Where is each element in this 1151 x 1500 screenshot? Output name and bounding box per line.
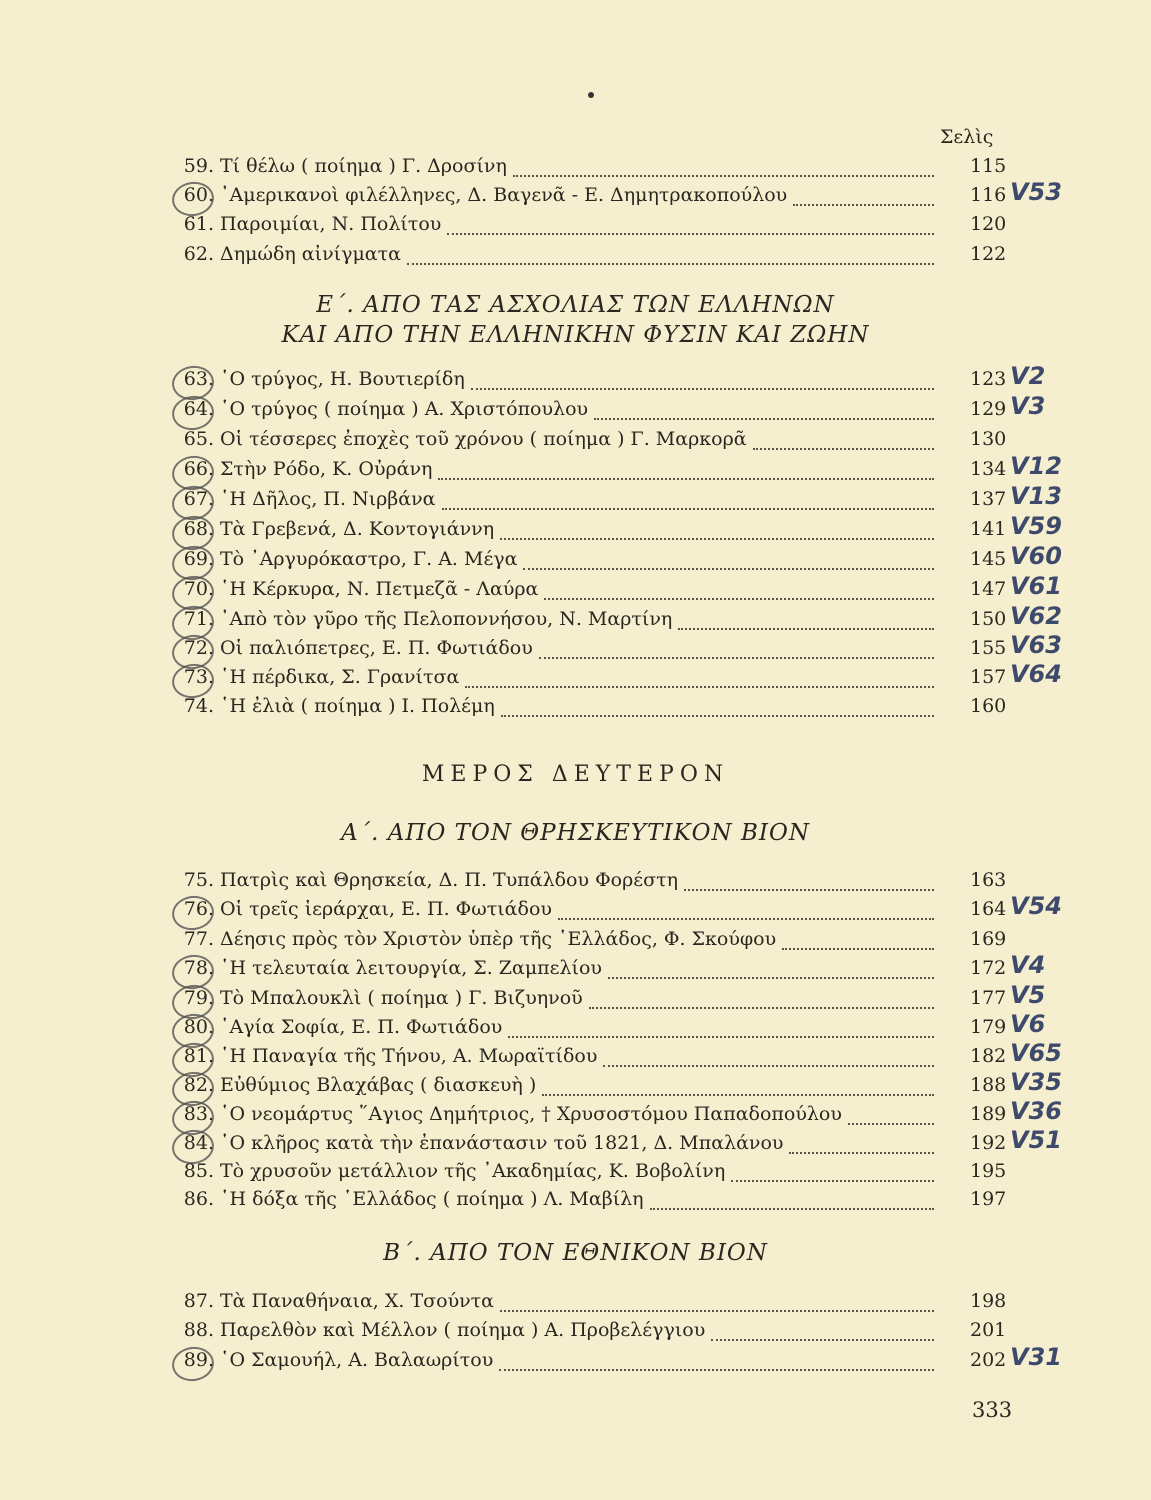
entry-title: ῾Η πέρδικα, Σ. Γρανίτσα xyxy=(220,666,460,688)
toc-entry xyxy=(170,1132,940,1160)
entry-page: 129 xyxy=(970,398,1007,420)
leader-dots xyxy=(650,1207,934,1210)
toc-entry xyxy=(170,1319,940,1347)
entry-number: 83. xyxy=(183,1103,214,1125)
entry-title: ῾Ο τρύγος, Η. Βουτιερίδη xyxy=(220,368,465,390)
handwritten-note: V62 xyxy=(1010,602,1062,630)
entry-number: 71. xyxy=(183,608,214,630)
entry-title: Πατρὶς καὶ Θρησκεία, Δ. Π. Τυπάλδου Φορέστη xyxy=(220,869,678,891)
entry-number: 88. xyxy=(183,1319,214,1341)
entry-page: 201 xyxy=(970,1319,1007,1341)
leader-dots xyxy=(793,203,934,206)
leader-dots xyxy=(539,656,934,659)
toc-entry xyxy=(170,578,940,606)
entry-page: 179 xyxy=(970,1016,1007,1038)
toc-entry xyxy=(170,666,940,694)
entry-number: 70. xyxy=(183,578,214,600)
entry-title: Τὸ ᾿Αργυρόκαστρο, Γ. Α. Μέγα xyxy=(220,548,518,570)
entry-number: 73. xyxy=(183,666,214,688)
toc-entry xyxy=(170,957,940,985)
entry-title: ᾿Αμερικανοὶ φιλέλληνες, Δ. Βαγενᾶ - Ε. Δημητρακοπούλου xyxy=(220,184,788,206)
entry-title: Οἱ τέσσερες ἐποχὲς τοῦ χρόνου ( ποίημα ) Γ. Μαρκορᾶ xyxy=(220,428,747,450)
handwritten-note: V13 xyxy=(1010,482,1062,510)
entry-page: 116 xyxy=(970,184,1007,206)
handwritten-note: V36 xyxy=(1010,1097,1062,1125)
entry-page: 155 xyxy=(970,637,1007,659)
entry-page: 134 xyxy=(970,458,1007,480)
entry-page: 120 xyxy=(970,213,1007,235)
handwritten-note: V60 xyxy=(1010,542,1062,570)
handwritten-note: V4 xyxy=(1010,951,1046,979)
leader-dots xyxy=(500,537,934,540)
toc-entry xyxy=(170,1188,940,1216)
entry-title: ῾Ο Σαμουήλ, Α. Βαλαωρίτου xyxy=(220,1349,494,1371)
entry-number: 77. xyxy=(183,928,214,950)
entry-number: 89. xyxy=(183,1349,214,1371)
handwritten-note: V61 xyxy=(1010,572,1062,600)
entry-title: Δημώδη αἰνίγματα xyxy=(220,243,401,265)
entry-title: Οἱ παλιόπετρες, Ε. Π. Φωτιάδου xyxy=(220,637,533,659)
toc-entry xyxy=(170,368,940,396)
leader-dots xyxy=(558,917,934,920)
handwritten-note: V12 xyxy=(1010,452,1062,480)
entry-page: 195 xyxy=(970,1160,1007,1182)
leader-dots xyxy=(508,1035,934,1038)
part-two-heading: ΜΕΡΟΣ ΔΕΥΤΕΡΟΝ xyxy=(421,762,730,787)
entry-page: 130 xyxy=(970,428,1007,450)
leader-dots xyxy=(608,976,934,979)
entry-title: Τὸ Μπαλουκλὶ ( ποίημα ) Γ. Βιζυηνοῦ xyxy=(220,987,583,1009)
entry-title: ῾Ο τρύγος ( ποίημα ) Α. Χριστόπουλου xyxy=(220,398,589,420)
entry-title: ῾Η δόξα τῆς ῾Ελλάδος ( ποίημα ) Λ. Μαβίλη xyxy=(220,1188,644,1210)
entry-page: 192 xyxy=(970,1132,1007,1154)
leader-dots xyxy=(782,947,934,950)
entry-page: 157 xyxy=(970,666,1007,688)
leader-dots xyxy=(501,714,934,717)
entry-page: 150 xyxy=(970,608,1007,630)
toc-entry xyxy=(170,458,940,486)
toc-entry xyxy=(170,184,940,212)
entry-number: 65. xyxy=(183,428,214,450)
leader-dots xyxy=(848,1122,934,1125)
toc-entry xyxy=(170,1103,940,1131)
handwritten-note: V6 xyxy=(1010,1010,1046,1038)
toc-entry xyxy=(170,1160,940,1188)
entry-page: 177 xyxy=(970,987,1007,1009)
entry-number: 85. xyxy=(183,1160,214,1182)
entry-title: ᾿Απὸ τὸν γῦρο τῆς Πελοποννήσου, Ν. Μαρτίνη xyxy=(220,608,673,630)
entry-number: 62. xyxy=(183,243,214,265)
entry-title: ῾Η ἐλιὰ ( ποίημα ) Ι. Πολέμη xyxy=(220,695,495,717)
entry-number: 87. xyxy=(183,1290,214,1312)
leader-dots xyxy=(711,1338,934,1341)
leader-dots xyxy=(542,1093,934,1096)
entry-number: 64. xyxy=(183,398,214,420)
entry-title: Δέησις πρὸς τὸν Χριστὸν ὑπὲρ τῆς ῾Ελλάδος, Φ. Σκούφου xyxy=(220,928,777,950)
handwritten-note: V2 xyxy=(1010,362,1046,390)
entry-title: ῾Η Παναγία τῆς Τήνου, Α. Μωραϊτίδου xyxy=(220,1045,598,1067)
leader-dots xyxy=(513,174,934,177)
handwritten-note: V65 xyxy=(1010,1039,1062,1067)
leader-dots xyxy=(731,1179,934,1182)
leader-dots xyxy=(523,567,934,570)
toc-entry xyxy=(170,1074,940,1102)
entry-number: 68. xyxy=(183,518,214,540)
page-number: 333 xyxy=(972,1398,1013,1422)
leader-dots xyxy=(499,1368,934,1371)
handwritten-note: V3 xyxy=(1010,392,1046,420)
entry-page: 160 xyxy=(970,695,1007,717)
handwritten-note: V59 xyxy=(1010,512,1062,540)
toc-entry xyxy=(170,695,940,723)
entry-page: 147 xyxy=(970,578,1007,600)
leader-dots xyxy=(442,507,934,510)
entry-page: 182 xyxy=(970,1045,1007,1067)
handwritten-note: V64 xyxy=(1010,660,1062,688)
toc-entry xyxy=(170,518,940,546)
entry-page: 172 xyxy=(970,957,1007,979)
column-header-page: Σελὶς xyxy=(940,126,994,148)
entry-page: 123 xyxy=(970,368,1007,390)
handwritten-note: V54 xyxy=(1010,892,1062,920)
entry-page: 115 xyxy=(970,155,1007,177)
entry-title: Εὐθύμιος Βλαχάβας ( διασκευὴ ) xyxy=(220,1074,537,1096)
entry-number: 78. xyxy=(183,957,214,979)
entry-page: 137 xyxy=(970,488,1007,510)
leader-dots xyxy=(447,232,934,235)
leader-dots xyxy=(407,262,934,265)
entry-title: ῾Η Κέρκυρα, Ν. Πετμεζᾶ - Λαύρα xyxy=(220,578,539,600)
entry-page: 197 xyxy=(970,1188,1007,1210)
handwritten-note: V31 xyxy=(1010,1343,1062,1371)
leader-dots xyxy=(471,387,934,390)
entry-number: 81. xyxy=(183,1045,214,1067)
leader-dots xyxy=(678,627,934,630)
leader-dots xyxy=(789,1151,934,1154)
leader-dots xyxy=(589,1006,934,1009)
entry-number: 82. xyxy=(183,1074,214,1096)
toc-entry xyxy=(170,155,940,183)
handwritten-note: V35 xyxy=(1010,1068,1062,1096)
leader-dots xyxy=(544,597,934,600)
entry-number: 84. xyxy=(183,1132,214,1154)
entry-number: 66. xyxy=(183,458,214,480)
leader-dots xyxy=(500,1309,934,1312)
entry-title: Παροιμίαι, Ν. Πολίτου xyxy=(220,213,442,235)
entry-number: 63. xyxy=(183,368,214,390)
entry-page: 164 xyxy=(970,898,1007,920)
toc-entry xyxy=(170,428,940,456)
entry-number: 72. xyxy=(183,637,214,659)
toc-entry xyxy=(170,1290,940,1318)
entry-title: Τὰ Παναθήναια, Χ. Τσούντα xyxy=(220,1290,495,1312)
entry-title: Παρελθὸν καὶ Μέλλον ( ποίημα ) Α. Προβελέγγιου xyxy=(220,1319,706,1341)
toc-entry xyxy=(170,608,940,636)
toc-entry xyxy=(170,637,940,665)
handwritten-note: V51 xyxy=(1010,1126,1062,1154)
toc-entry xyxy=(170,987,940,1015)
entry-title: Οἱ τρεῖς ἱεράρχαι, Ε. Π. Φωτιάδου xyxy=(220,898,552,920)
ink-dot xyxy=(588,92,594,98)
entry-title: Τί θέλω ( ποίημα ) Γ. Δροσίνη xyxy=(220,155,507,177)
leader-dots xyxy=(684,888,934,891)
entry-title: ῾Ο νεομάρτυς ῞Αγιος Δημήτριος, † Χρυσοστόμου Παπαδοπούλου xyxy=(220,1103,842,1125)
entry-number: 67. xyxy=(183,488,214,510)
toc-entry xyxy=(170,1016,940,1044)
toc-entry xyxy=(170,213,940,241)
entry-title: ῾Ο κλῆρος κατὰ τὴν ἐπανάστασιν τοῦ 1821, Δ. Μπαλάνου xyxy=(220,1132,784,1154)
entry-page: 189 xyxy=(970,1103,1007,1125)
leader-dots xyxy=(465,685,934,688)
entry-title: ῾Η τελευταία λειτουργία, Σ. Ζαμπελίου xyxy=(220,957,602,979)
section-e-heading-line2: ΚΑΙ ΑΠΟ ΤΗΝ ΕΛΛΗΝΙΚΗΝ ΦΥΣΙΝ ΚΑΙ ΖΩΗΝ xyxy=(281,322,870,348)
toc-entry xyxy=(170,488,940,516)
toc-entry xyxy=(170,1349,940,1377)
entry-title: ῾Η Δῆλος, Π. Νιρβάνα xyxy=(220,488,436,510)
section-a-heading: Α΄. ΑΠΟ ΤΟΝ ΘΡΗΣΚΕΥΤΙΚΟΝ ΒΙΟΝ xyxy=(341,820,810,846)
entry-page: 122 xyxy=(970,243,1007,265)
toc-entry xyxy=(170,548,940,576)
entry-number: 80. xyxy=(183,1016,214,1038)
entry-title: Τὸ χρυσοῦν μετάλλιον τῆς ᾿Ακαδημίας, Κ. Βοβολίνη xyxy=(220,1160,726,1182)
toc-entry xyxy=(170,928,940,956)
section-b-heading: Β΄. ΑΠΟ ΤΟΝ ΕΘΝΙΚΟΝ ΒΙΟΝ xyxy=(383,1240,768,1266)
toc-entry xyxy=(170,1045,940,1073)
entry-page: 169 xyxy=(970,928,1007,950)
entry-number: 86. xyxy=(183,1188,214,1210)
entry-page: 202 xyxy=(970,1349,1007,1371)
entry-title: Στὴν Ρόδο, Κ. Οὐράνη xyxy=(220,458,433,480)
entry-number: 74. xyxy=(183,695,214,717)
section-e-heading-line1: Ε΄. ΑΠΟ ΤΑΣ ΑΣΧΟΛΙΑΣ ΤΩΝ ΕΛΛΗΝΩΝ xyxy=(316,292,835,318)
entry-number: 60. xyxy=(183,184,214,206)
toc-entry xyxy=(170,898,940,926)
entry-number: 59. xyxy=(183,155,214,177)
entry-number: 75. xyxy=(183,869,214,891)
entry-page: 188 xyxy=(970,1074,1007,1096)
leader-dots xyxy=(594,417,934,420)
toc-entry xyxy=(170,398,940,426)
entry-title: ῾Αγία Σοφία, Ε. Π. Φωτιάδου xyxy=(220,1016,503,1038)
entry-number: 69. xyxy=(183,548,214,570)
entry-title: Τὰ Γρεβενά, Δ. Κοντογιάννη xyxy=(220,518,495,540)
leader-dots xyxy=(438,477,934,480)
entry-page: 198 xyxy=(970,1290,1007,1312)
leader-dots xyxy=(603,1064,934,1067)
entry-page: 145 xyxy=(970,548,1007,570)
entry-page: 163 xyxy=(970,869,1007,891)
handwritten-note: V5 xyxy=(1010,981,1046,1009)
leader-dots xyxy=(753,447,934,450)
entry-number: 79. xyxy=(183,987,214,1009)
toc-entry xyxy=(170,869,940,897)
toc-entry xyxy=(170,243,940,271)
entry-number: 61. xyxy=(183,213,214,235)
entry-number: 76. xyxy=(183,898,214,920)
entry-page: 141 xyxy=(970,518,1007,540)
handwritten-note: V63 xyxy=(1010,631,1062,659)
handwritten-note: V53 xyxy=(1010,178,1062,206)
